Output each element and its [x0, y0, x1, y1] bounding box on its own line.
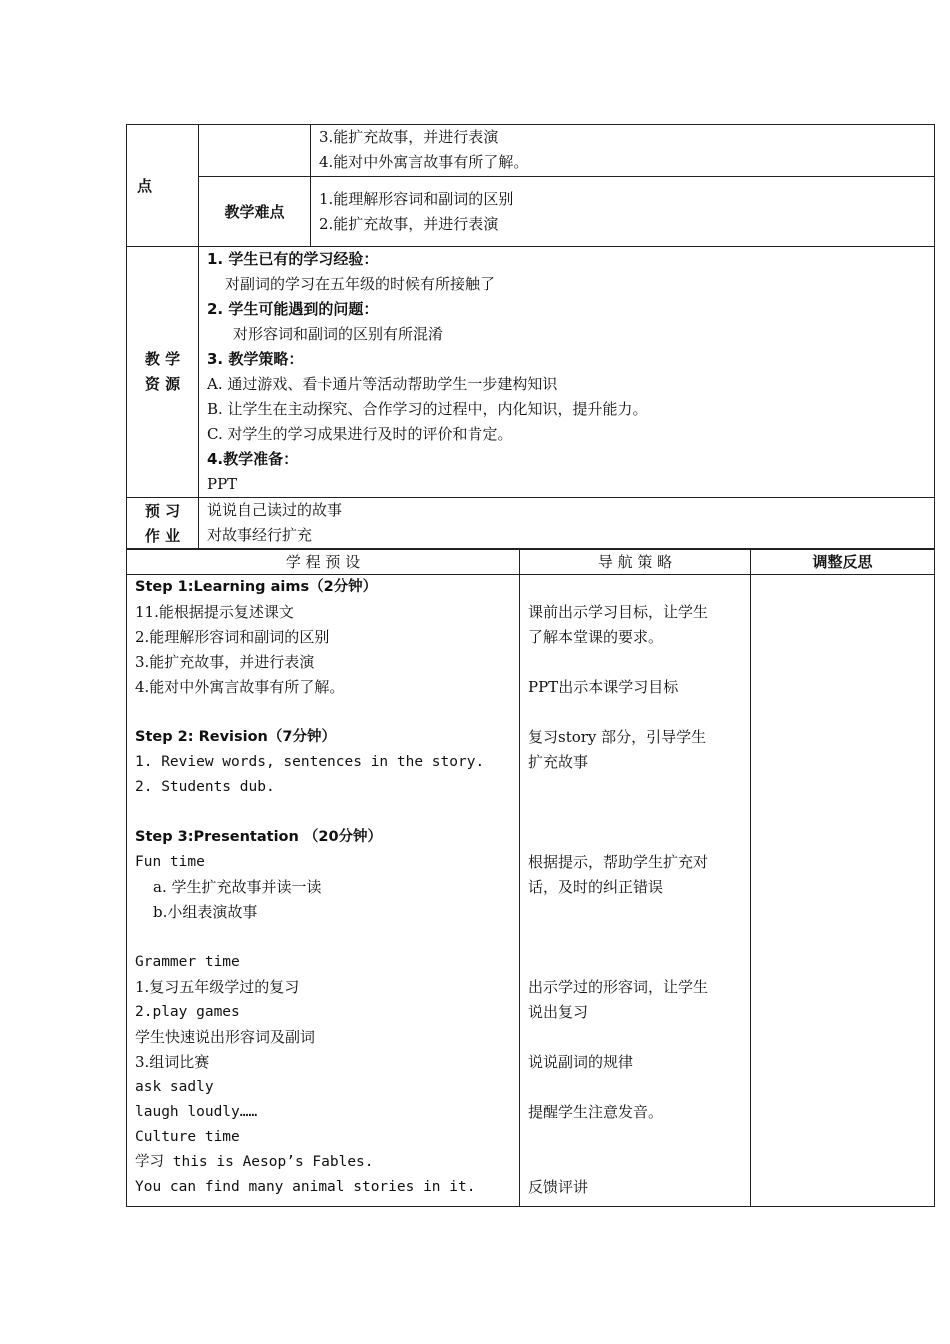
grammar-item: 1.复习五年级学过的复习 [135, 978, 300, 996]
culture-item: 学习 this is Aesop’s Fables. [135, 1154, 374, 1170]
side-label-text: 点 [137, 177, 153, 195]
experience-heading: 1. 学生已有的学习经验： [207, 250, 379, 268]
guide-item: 提醒学生注意发音。 [528, 1103, 664, 1121]
strategy-heading: 3. 教学策略： [207, 350, 304, 368]
resources-side-label [127, 247, 199, 498]
problems-text: 对形容词和副词的区别有所混淆 [233, 325, 444, 343]
problems-heading: 2. 学生可能遇到的问题： [207, 300, 379, 318]
preview-side-label [127, 498, 199, 550]
preview-item: 对故事经行扩充 [207, 526, 313, 544]
preview-cell [199, 498, 935, 550]
resources-label-line: 资 源 [144, 375, 181, 393]
step2-title: Step 2: Revision（7分钟） [135, 729, 336, 745]
step1-item: 3.能扩充故事，并进行表演 [135, 653, 315, 671]
grammar-item: ask sadly [135, 1079, 214, 1095]
step2-item: 2. Students dub. [135, 779, 275, 795]
fun-item: b.小组表演故事 [153, 903, 258, 921]
preview-label-line: 作 业 [144, 526, 181, 545]
grammar-item: 3.组词比赛 [135, 1053, 210, 1071]
grammar-time-label: Grammer time [135, 954, 240, 970]
process-cell [127, 575, 520, 1207]
grammar-item: laugh loudly…… [135, 1104, 258, 1120]
strategy-item-a: A. 通过游戏、看卡通片等活动帮助学生一步建构知识 [207, 375, 558, 393]
guide-item: 根据提示，帮助学生扩充对 [528, 853, 709, 871]
preparation-text: PPT [207, 475, 238, 493]
header-guide: 导 航 策 略 [520, 549, 751, 575]
step1-title: Step 1:Learning aims（2分钟） [135, 579, 378, 595]
guide-item: 说说副词的规律 [528, 1053, 634, 1071]
guide-item: 课前出示学习目标，让学生 [528, 603, 709, 621]
strategy-item-c: C. 对学生的学习成果进行及时的评价和肯定。 [207, 425, 513, 443]
resources-label-line: 教 学 [144, 350, 181, 368]
culture-item: You can find many animal stories in it. [135, 1179, 476, 1195]
strategy-item-b: B. 让学生在主动探究、合作学习的过程中，内化知识，提升能力。 [207, 400, 648, 418]
difficult-item: 2.能扩充故事，并进行表演 [319, 214, 499, 233]
preparation-heading: 4.教学准备： [207, 450, 299, 468]
guide-item: 说出复习 [528, 1003, 589, 1021]
fun-time-label: Fun time [135, 854, 205, 870]
guide-item: 反馈评讲 [528, 1178, 589, 1196]
lesson-info-table [126, 124, 935, 550]
key-points-empty-cell [199, 125, 311, 177]
experience-text: 对副词的学习在五年级的时候有所接触了 [225, 275, 496, 293]
key-points-side-label [127, 125, 199, 247]
guide-item: 了解本堂课的要求。 [528, 628, 664, 646]
difficult-points-cell [311, 177, 935, 247]
key-point-item: 3.能扩充故事，并进行表演 [319, 128, 499, 146]
step1-item: 2.能理解形容词和副词的区别 [135, 628, 330, 646]
step2-item: 1. Review words, sentences in the story. [135, 754, 485, 770]
culture-time-label: Culture time [135, 1129, 240, 1145]
guide-item: 扩充故事 [528, 753, 589, 771]
step3-title: Step 3:Presentation （20分钟） [135, 829, 383, 845]
step1-item: 11.能根据提示复述课文 [135, 603, 294, 621]
resources-cell [199, 247, 935, 498]
difficult-points-label: 教学难点 [199, 177, 311, 247]
guide-item: 出示学过的形容词，让学生 [528, 978, 709, 996]
guide-cell [520, 575, 751, 1207]
header-reflection: 调整反思 [751, 549, 935, 575]
grammar-item: 学生快速说出形容词及副词 [135, 1028, 316, 1046]
guide-item: 复习story 部分，引导学生 [528, 728, 707, 746]
key-points-cell [311, 125, 935, 177]
difficult-item: 1.能理解形容词和副词的区别 [319, 189, 514, 208]
key-point-item: 4.能对中外寓言故事有所了解。 [319, 153, 529, 171]
preview-item: 说说自己读过的故事 [207, 501, 343, 519]
reflection-cell [751, 575, 935, 1207]
step1-item: 4.能对中外寓言故事有所了解。 [135, 678, 345, 696]
preview-label-line: 预 习 [144, 501, 181, 520]
guide-item: 话，及时的纠正错误 [528, 878, 664, 896]
process-table [126, 548, 935, 1207]
header-process: 学 程 预 设 [127, 549, 520, 575]
guide-item: PPT出示本课学习目标 [528, 678, 679, 696]
fun-item: a. 学生扩充故事并读一读 [153, 878, 322, 896]
grammar-item: 2.play games [135, 1004, 240, 1020]
